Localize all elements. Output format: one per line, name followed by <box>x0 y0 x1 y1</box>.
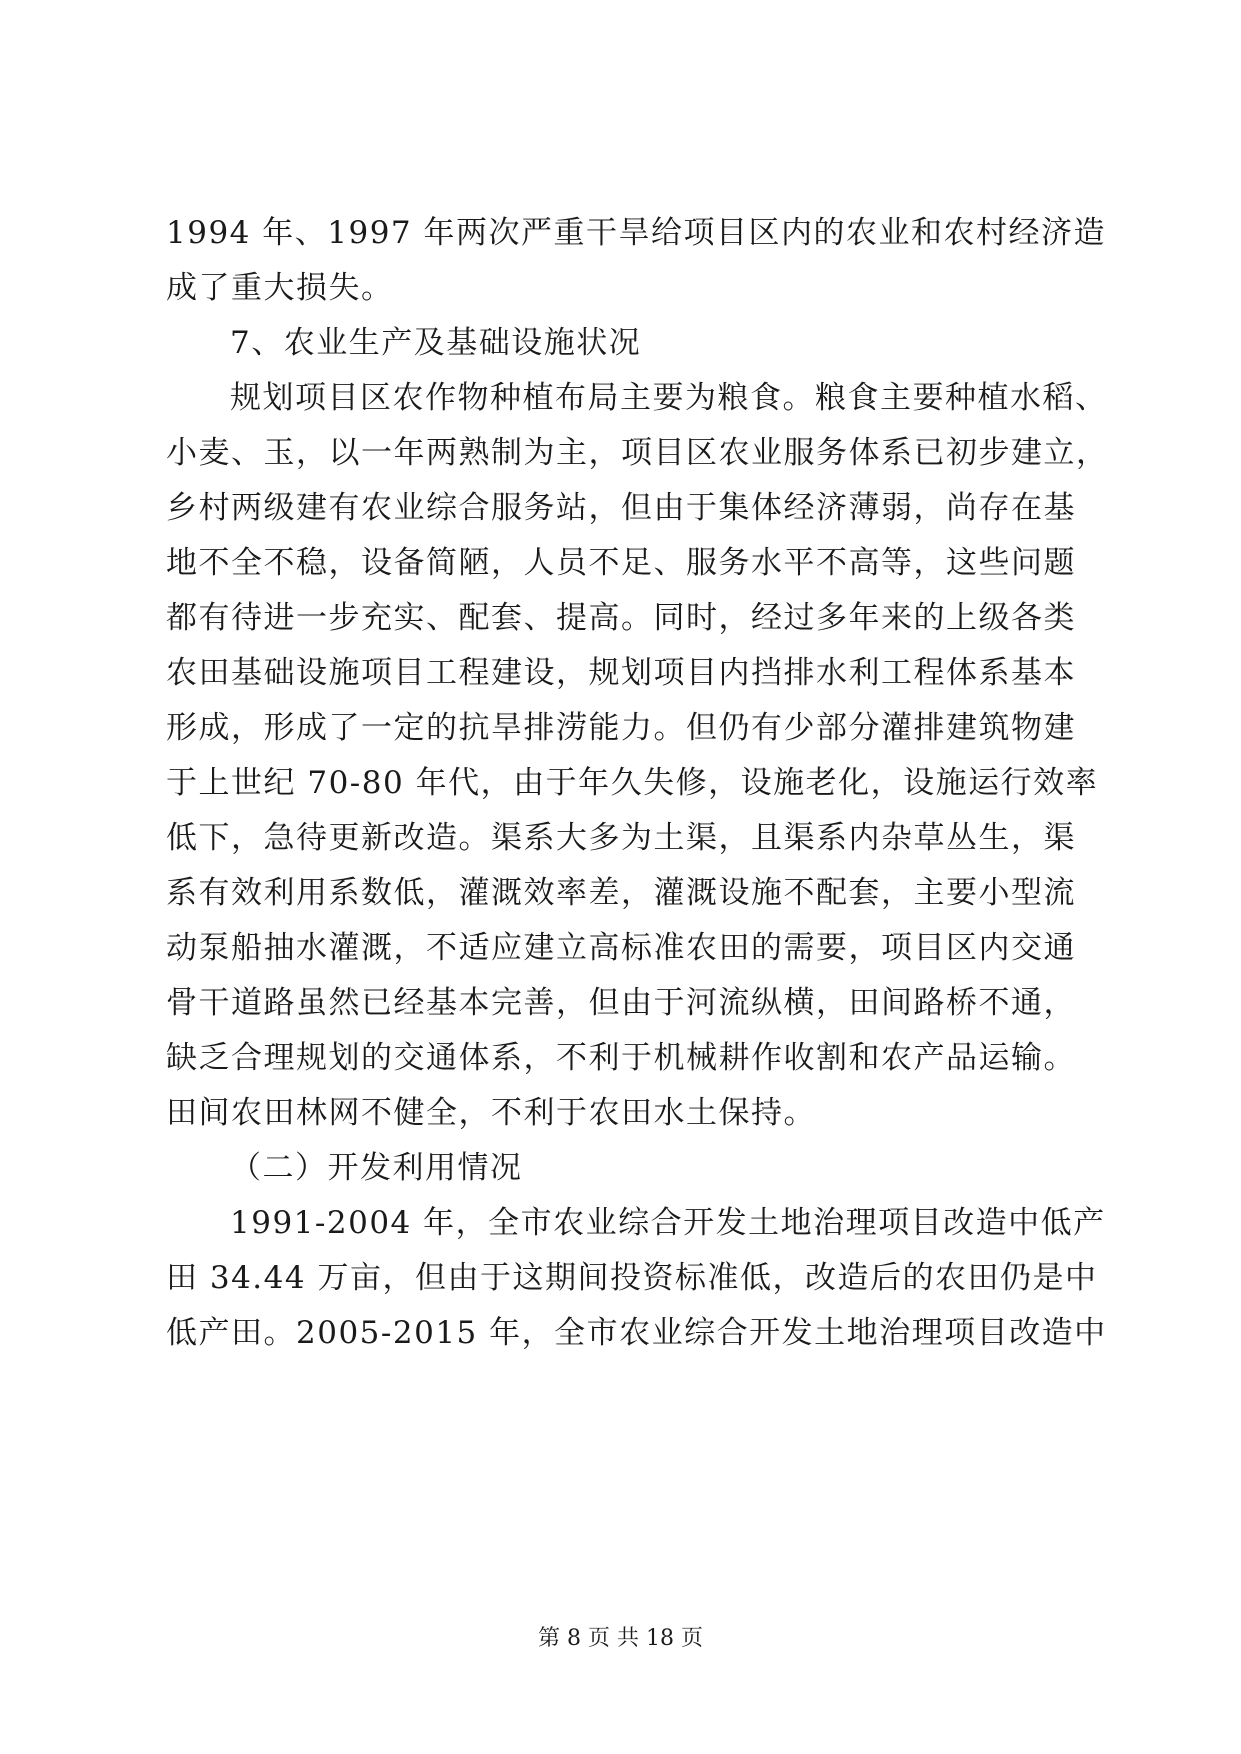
subsection-heading: （二）开发利用情况 <box>230 1150 523 1186</box>
paragraph-line: 田间农田林网不健全，不利于农田水土保持。 <box>166 1095 816 1131</box>
paragraph-line: 农田基础设施项目工程建设，规划项目内挡排水利工程体系基本 <box>166 655 1076 691</box>
section-heading: 7、农业生产及基础设施状况 <box>230 325 642 361</box>
paragraph-line: 低下，急待更新改造。渠系大多为土渠，且渠系内杂草丛生，渠 <box>166 820 1076 856</box>
paragraph-line: 都有待进一步充实、配套、提高。同时，经过多年来的上级各类 <box>166 600 1076 636</box>
paragraph-line: 地不全不稳，设备简陋，人员不足、服务水平不高等，这些问题 <box>166 545 1076 581</box>
paragraph-line: 缺乏合理规划的交通体系，不利于机械耕作收割和农产品运输。 <box>166 1040 1076 1076</box>
paragraph-line: 系有效利用系数低，灌溉效率差，灌溉设施不配套，主要小型流 <box>166 875 1076 911</box>
paragraph-line: 成了重大损失。 <box>166 270 394 306</box>
paragraph-line: 1991-2004 年，全市农业综合开发土地治理项目改造中低产 <box>230 1205 1106 1241</box>
paragraph-line: 1994 年、1997 年两次严重干旱给项目区内的农业和农村经济造 <box>166 215 1106 251</box>
paragraph-line: 乡村两级建有农业综合服务站，但由于集体经济薄弱，尚存在基 <box>166 490 1076 526</box>
paragraph-line: 低产田。2005-2015 年，全市农业综合开发土地治理项目改造中 <box>166 1315 1107 1351</box>
paragraph-line: 小麦、玉，以一年两熟制为主，项目区农业服务体系已初步建立， <box>166 435 1109 471</box>
paragraph-line: 形成，形成了一定的抗旱排涝能力。但仍有少部分灌排建筑物建 <box>166 710 1076 746</box>
page-number-footer: 第 8 页 共 18 页 <box>538 1626 703 1651</box>
paragraph-line: 骨干道路虽然已经基本完善，但由于河流纵横，田间路桥不通， <box>166 985 1076 1021</box>
paragraph-line: 动泵船抽水灌溉，不适应建立高标准农田的需要，项目区内交通 <box>166 930 1076 966</box>
paragraph-line: 田 34.44 万亩，但由于这期间投资标准低，改造后的农田仍是中 <box>166 1260 1098 1296</box>
paragraph-line: 规划项目区农作物种植布局主要为粮食。粮食主要种植水稻、 <box>230 380 1108 416</box>
paragraph-line: 于上世纪 70-80 年代，由于年久失修，设施老化，设施运行效率 <box>166 765 1099 801</box>
